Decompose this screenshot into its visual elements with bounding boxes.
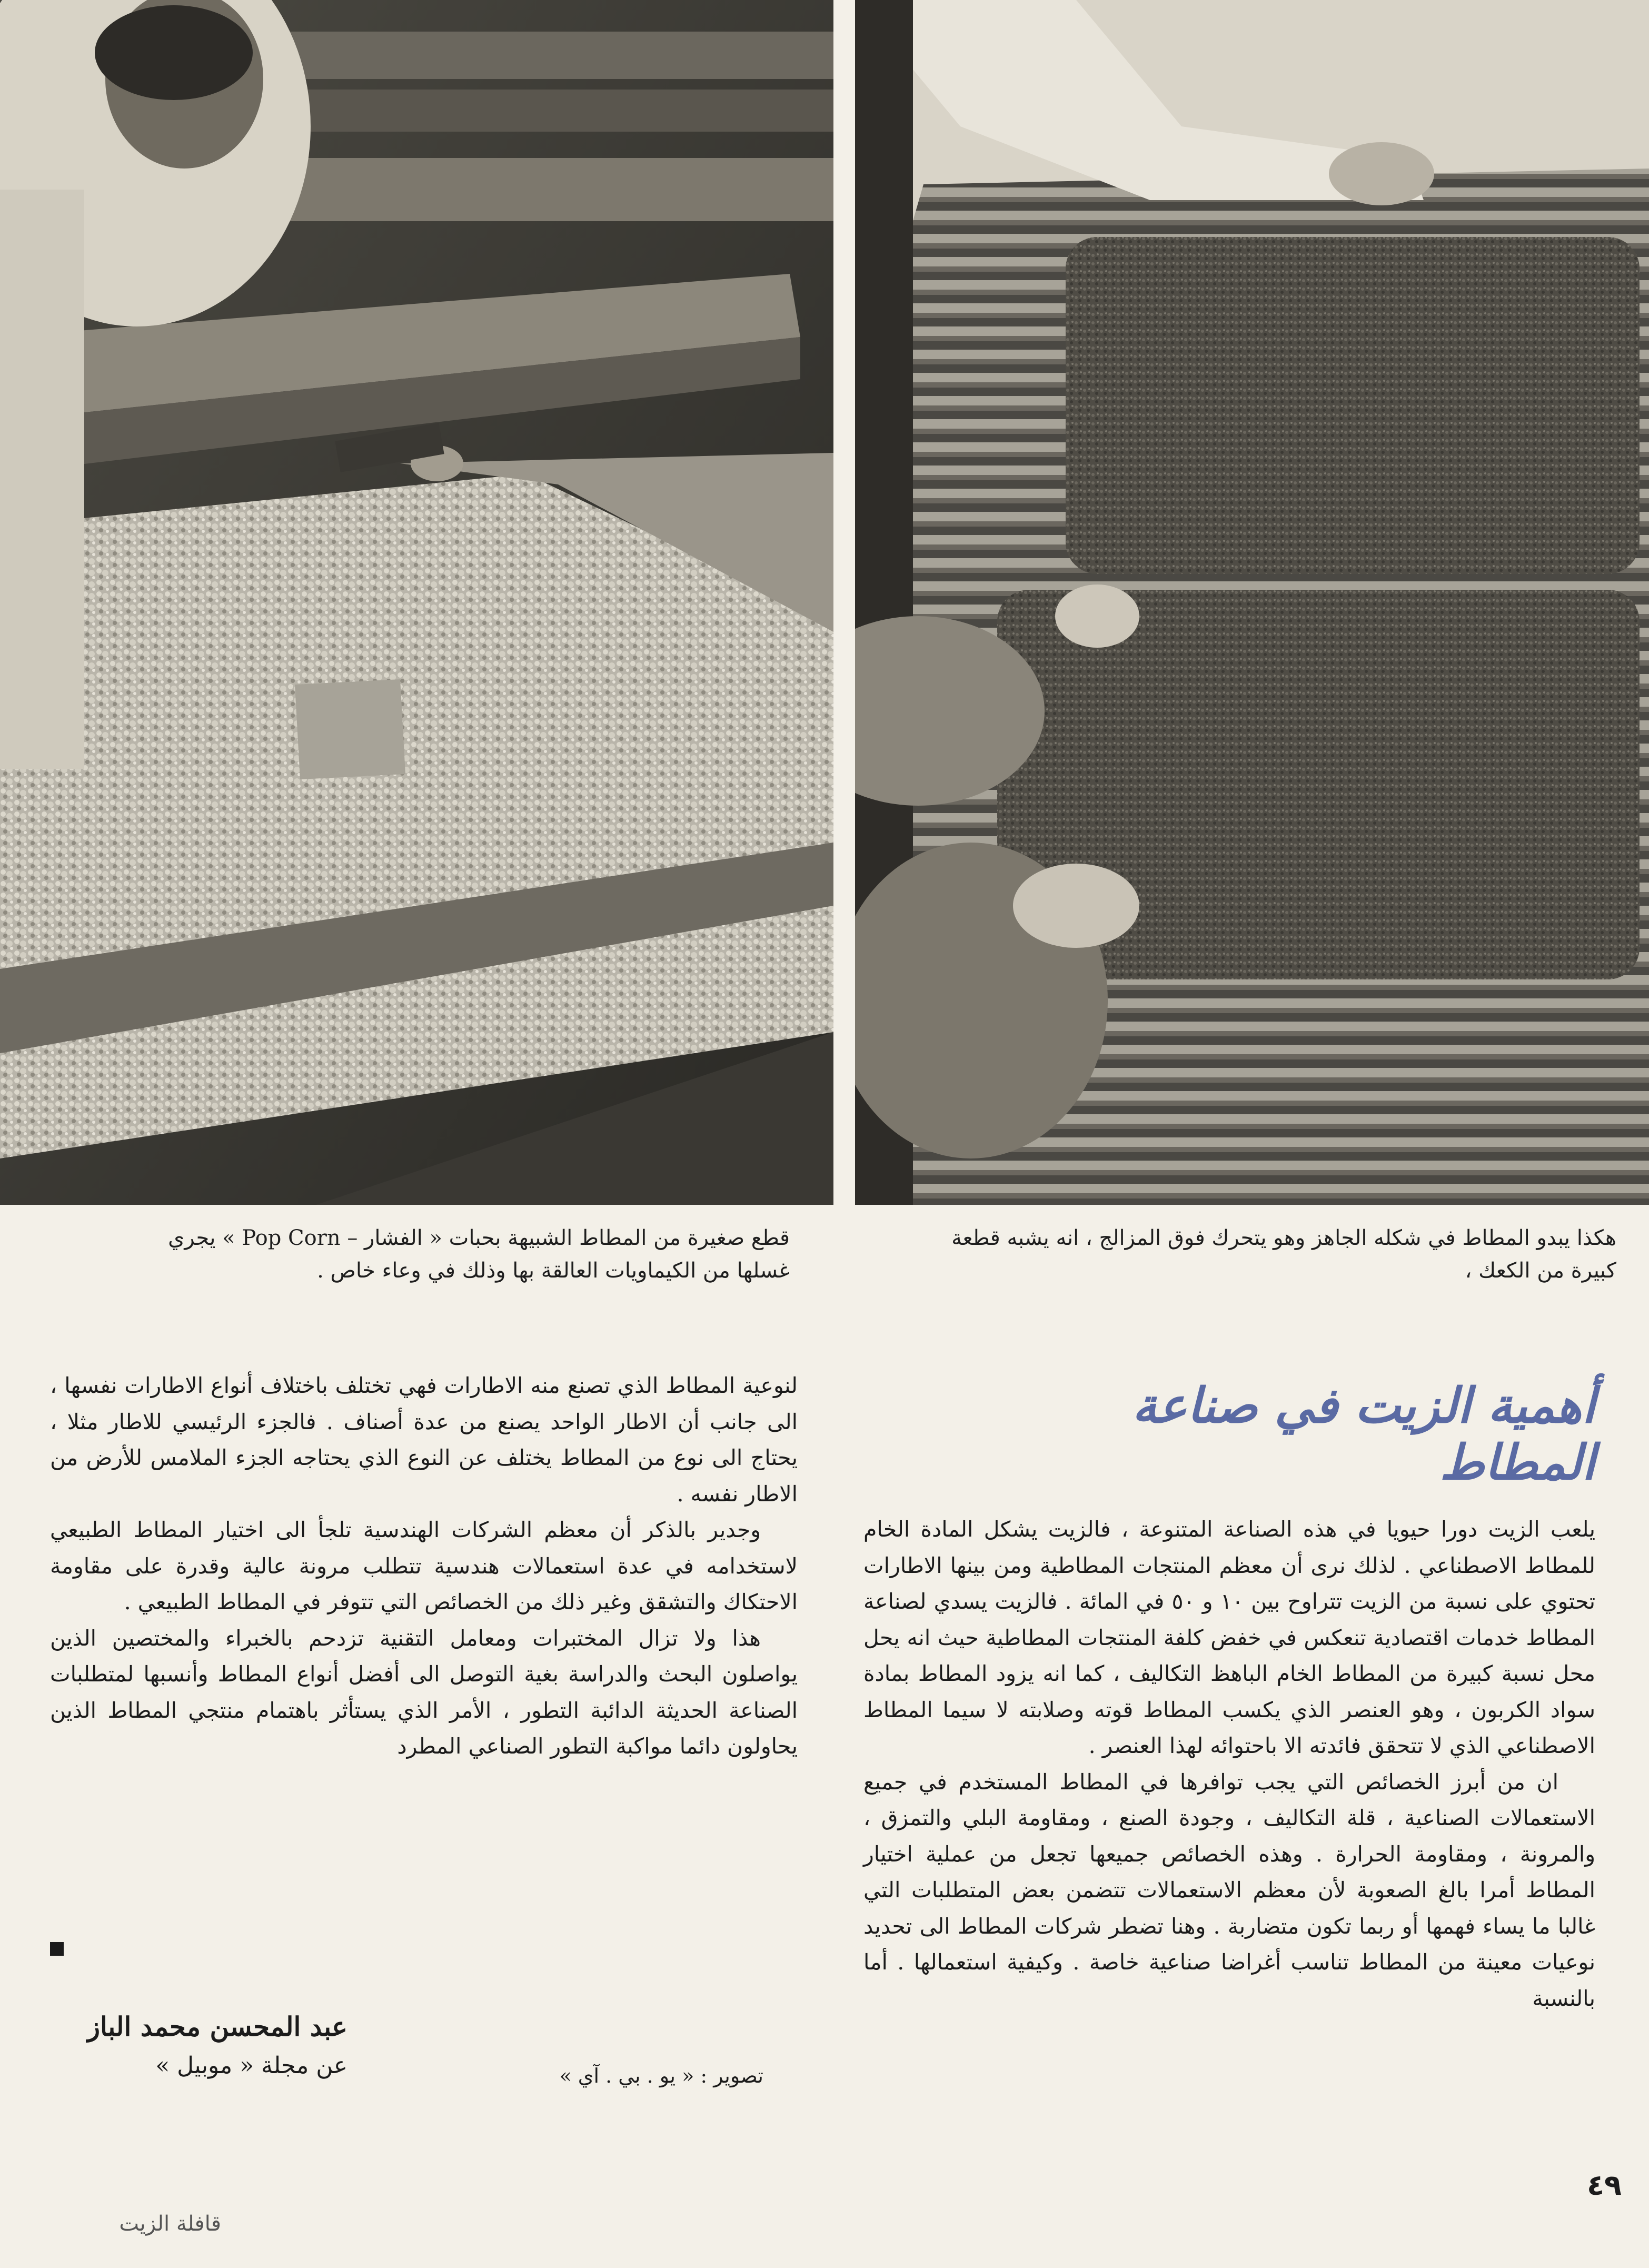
photo-rubber-crumbs-image	[0, 0, 833, 1205]
photo-rubber-slabs-image	[855, 0, 1649, 1205]
photo-rubber-crumbs	[0, 0, 833, 1205]
paragraph: وجدير بالذكر أن معظم الشركات الهندسية تلجأ الى اختيار المطاط الطبيعي لاستخدامه في عدة استعمالات هندسية تتطلب مرونة عالية وقدرة على مقاومة الاحتكاك والتشقق وغير ذلك من الخصائص التي تتوفر في المطاط الطبيعي .	[50, 1517, 798, 1615]
article-title: أهمية الزيت في صناعة المطاط	[1132, 1377, 1595, 1491]
caption-left-photo: قطع صغيرة من المطاط الشبيهة بحبات « الفشار – Pop Corn » يجري غسلها من الكيماويات العالقة بها وذلك في وعاء خاص .	[168, 1226, 790, 1283]
paragraph: يلعب الزيت دورا حيويا في هذه الصناعة المتنوعة ، فالزيت يشكل المادة الخام للمطاط الاصطناعي . لذلك نرى أن معظم المنتجات المطاطية ومن بينها الاطارات تحتوي على نسبة من الزيت تتراوح بين ١٠ و ٥٠ في المائة . فالزيت يسدي لصناعة المطاط خدمات اقتصادية تنعكس في خفض كلفة المنتجات المطاطية حيث انه يحل محل نسبة كبيرة من المطاط الخام الباهظ التكاليف ، كما انه يزود المطاط بمادة سواد الكربون ، وهو العنصر الذي يكسب المطاط قوته وصلابته لا سيما المطاط الاصطناعي الذي لا تتحقق فائدته الا باحتوائه لهذا العنصر .	[863, 1517, 1595, 1758]
author-name: عبد المحسن محمد الباز	[87, 2011, 347, 2042]
article-column-right	[863, 1511, 1595, 2016]
paragraph: ان من أبرز الخصائص التي يجب توافرها في المطاط المستخدم في جميع الاستعمالات الصناعية ، قلة التكاليف ، وجودة الصنع ، ومقاومة البلي والتمزق ، والمرونة ، ومقاومة الحرارة . وهذه الخصائص جميعها تجعل من عملية اختيار المطاط أمرا بالغ الصعوبة لأن معظم الاستعمالات تتضمن بعض المتطلبات التي غالبا ما يساء فهمها أو ربما تكون متضاربة . وهنا تضطر شركات المطاط الى تحديد نوعيات معينة من المطاط تناسب أغراضا صناعية خاصة . وكيفية استعمالها . أما بالنسبة	[863, 1769, 1595, 2011]
page-number: ٤٩	[1587, 2168, 1622, 2202]
author-block	[84, 2006, 347, 2084]
article-column-left	[50, 1368, 798, 1765]
author-source: عن مجلة « موبيل »	[155, 2052, 347, 2079]
paragraph: لنوعية المطاط الذي تصنع منه الاطارات فهي تختلف باختلاف أنواع الاطارات نفسها ، الى جانب أن الاطار الواحد يصنع من عدة أصناف . فالجزء الرئيسي للاطار مثلا ، يحتاج الى نوع من المطاط يختلف عن النوع الذي يحتاجه الجزء الملامس للأرض من الاطار نفسه .	[50, 1373, 798, 1507]
end-of-article-mark	[50, 1942, 64, 1956]
caption-right-photo: هكذا يبدو المطاط في شكله الجاهز وهو يتحرك فوق المزالج ، انه يشبه قطعة كبيرة من الكعك ،	[951, 1226, 1616, 1283]
paragraph: هذا ولا تزال المختبرات ومعامل التقنية تزدحم بالخبراء والمختصين الذين يواصلون البحث والدراسة بغية التوصل الى أفضل أنواع المطاط وأنسبها لمتطلبات الصناعة الحديثة الدائبة التطور ، الأمر الذي يستأثر باهتمام منتجي المطاط الذين يحاولون دائما مواكبة التطور الصناعي المطرد	[50, 1625, 798, 1759]
photo-credit: تصوير : « يو . بي . آي »	[559, 2064, 763, 2087]
magazine-name: قافلة الزيت	[119, 2212, 221, 2236]
photo-rubber-slabs	[855, 0, 1649, 1205]
